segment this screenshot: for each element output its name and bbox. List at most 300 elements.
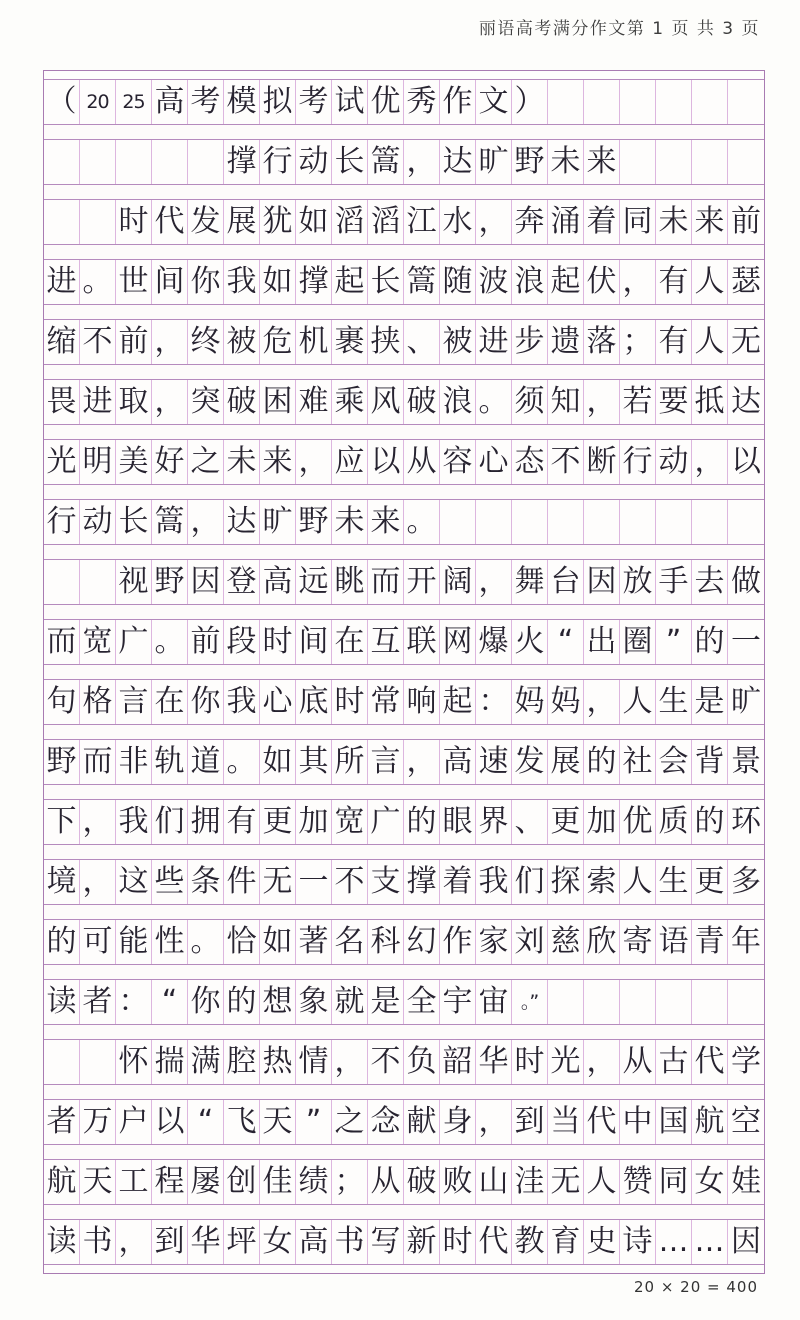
grid-cell: 想	[260, 980, 296, 1024]
grid-cell: “	[548, 620, 584, 664]
grid-cell: 考	[296, 80, 332, 124]
grid-cell: 到	[512, 1100, 548, 1144]
grid-cell: 出	[584, 620, 620, 664]
grid-row	[44, 1040, 764, 1085]
grid-cell: 突	[188, 380, 224, 424]
grid-cell: 我	[224, 680, 260, 724]
row-gap	[44, 845, 764, 860]
grid-row	[44, 1100, 764, 1145]
grid-cell: 人	[692, 260, 728, 304]
grid-cell: 未	[656, 200, 692, 244]
grid-cell	[116, 140, 152, 184]
grid-cell: 佳	[260, 1160, 296, 1204]
grid-row	[44, 680, 764, 725]
grid-cell: 浪	[512, 260, 548, 304]
grid-cell: 不	[548, 440, 584, 484]
grid-cell: 来	[260, 440, 296, 484]
grid-cell: 我	[116, 800, 152, 844]
grid-cell: ，	[404, 140, 440, 184]
grid-cell: 登	[224, 560, 260, 604]
grid-cell: 常	[368, 680, 404, 724]
row-gap	[44, 905, 764, 920]
grid-cell: 无	[548, 1160, 584, 1204]
composition-grid	[44, 80, 764, 1265]
grid-cell: 无	[260, 860, 296, 904]
grid-cell: 着	[440, 860, 476, 904]
grid-cell: 时	[512, 1040, 548, 1084]
row-gap	[44, 305, 764, 320]
grid-cell: 有	[224, 800, 260, 844]
grid-cell	[80, 1040, 116, 1084]
grid-cell: 野	[152, 560, 188, 604]
grid-cell	[188, 140, 224, 184]
grid-cell: 因	[584, 560, 620, 604]
grid-cell: 时	[116, 200, 152, 244]
grid-cell: 史	[584, 1220, 620, 1264]
grid-cell	[692, 980, 728, 1024]
grid-cell: 旷	[260, 500, 296, 544]
grid-cell: 加	[584, 800, 620, 844]
grid-cell: 放	[620, 560, 656, 604]
grid-cell: 涌	[548, 200, 584, 244]
grid-cell	[620, 140, 656, 184]
grid-cell: 开	[404, 560, 440, 604]
grid-cell: 绩	[296, 1160, 332, 1204]
grid-cell: 山	[476, 1160, 512, 1204]
grid-cell: 去	[692, 560, 728, 604]
grid-cell: 无	[731, 324, 761, 359]
grid-cell: 行	[260, 140, 296, 184]
grid-cell: 机	[296, 320, 332, 364]
grid-cell: 的	[404, 800, 440, 844]
grid-cell: 。	[404, 500, 440, 544]
grid-cell: 质	[656, 800, 692, 844]
grid-cell: 断	[584, 440, 620, 484]
grid-cell: 环	[731, 804, 761, 839]
grid-cell: 有	[656, 320, 692, 364]
grid-cell: 行	[44, 500, 80, 544]
grid-cell: 女	[260, 1220, 296, 1264]
grid-cell: 野	[44, 740, 80, 784]
grid-cell: 底	[296, 680, 332, 724]
grid-cell: 宙	[476, 980, 512, 1024]
grid-cell: 古	[656, 1040, 692, 1084]
row-gap	[44, 725, 764, 740]
grid-cell: 舞	[512, 560, 548, 604]
grid-cell: 光	[44, 440, 80, 484]
grid-cell: ，	[584, 1040, 620, 1084]
grid-cell: 模	[224, 80, 260, 124]
grid-cell: 一	[296, 860, 332, 904]
grid-cell: 你	[188, 260, 224, 304]
grid-cell: 着	[584, 200, 620, 244]
grid-cell: 境	[44, 860, 80, 904]
row-gap	[44, 425, 764, 440]
grid-cell: 爆	[476, 620, 512, 664]
grid-cell: 时	[260, 620, 296, 664]
grid-cell: 妈	[548, 680, 584, 724]
grid-cell: 好	[152, 440, 188, 484]
row-gap	[44, 965, 764, 980]
grid-cell: 篙	[404, 260, 440, 304]
row-gap	[44, 1205, 764, 1220]
grid-cell: 波	[476, 260, 512, 304]
grid-row	[44, 800, 764, 845]
grid-cell: ，	[620, 260, 656, 304]
grid-cell: 身	[440, 1100, 476, 1144]
grid-cell: 人	[584, 1160, 620, 1204]
grid-cell	[512, 500, 548, 544]
grid-cell: 的	[44, 920, 80, 964]
grid-cell: 情	[296, 1040, 332, 1084]
grid-cell	[80, 200, 116, 244]
grid-cell: ，	[296, 440, 332, 484]
grid-cell: 、	[512, 800, 548, 844]
grid-cell: 。	[80, 260, 116, 304]
grid-cell: 轨	[152, 740, 188, 784]
grid-cell: 要	[656, 380, 692, 424]
grid-cell: 是	[692, 680, 728, 724]
grid-cell: 件	[224, 860, 260, 904]
grid-cell: 未	[548, 140, 584, 184]
grid-cell: 以	[152, 1100, 188, 1144]
grid-cell: 代	[476, 1220, 512, 1264]
grid-cell: 更	[692, 860, 728, 904]
grid-row	[44, 740, 764, 785]
grid-cell: 旷	[476, 140, 512, 184]
grid-cell: ，	[188, 500, 224, 544]
grid-cell: 代	[584, 1100, 620, 1144]
grid-cell: 当	[548, 1100, 584, 1144]
grid-row	[44, 980, 764, 1025]
grid-cell	[620, 500, 656, 544]
grid-cell: 困	[260, 380, 296, 424]
grid-cell: 速	[476, 740, 512, 784]
grid-cell: ，	[332, 1040, 368, 1084]
grid-cell: 发	[512, 740, 548, 784]
grid-cell: 我	[476, 860, 512, 904]
grid-cell: 考	[188, 80, 224, 124]
grid-cell: 心	[260, 680, 296, 724]
row-gap	[44, 545, 764, 560]
grid-cell: 作	[440, 920, 476, 964]
grid-cell: 犹	[260, 200, 296, 244]
grid-cell: 动	[80, 500, 116, 544]
grid-cell: 人	[620, 860, 656, 904]
grid-cell: ，	[80, 860, 116, 904]
grid-cell: 须	[512, 380, 548, 424]
grid-cell: 景	[731, 744, 761, 779]
grid-cell: ，	[476, 200, 512, 244]
grid-cell: 达	[224, 500, 260, 544]
grid-cell: ，	[80, 800, 116, 844]
row-gap	[44, 185, 764, 200]
grid-cell: 前	[731, 204, 761, 239]
grid-cell: 危	[260, 320, 296, 364]
grid-cell: 难	[296, 380, 332, 424]
grid-cell: ：	[476, 680, 512, 724]
grid-cell: 眺	[332, 560, 368, 604]
row-gap	[44, 485, 764, 500]
grid-cell: 被	[440, 320, 476, 364]
grid-cell: 野	[296, 500, 332, 544]
grid-cell: 其	[296, 740, 332, 784]
sheet-top-strip	[44, 71, 764, 80]
grid-cell: 态	[512, 440, 548, 484]
grid-cell: 妈	[512, 680, 548, 724]
grid-cell: 万	[80, 1100, 116, 1144]
grid-cell: 人	[620, 680, 656, 724]
grid-cell: 非	[116, 740, 152, 784]
grid-cell: 进	[44, 260, 80, 304]
grid-capacity-note: 20 × 20 = 400	[633, 1278, 758, 1296]
grid-cell: 如	[296, 200, 332, 244]
grid-cell: “	[188, 1100, 224, 1144]
grid-cell: 25	[116, 80, 152, 124]
grid-row	[44, 320, 764, 365]
grid-cell: 更	[260, 800, 296, 844]
grid-cell: 宇	[440, 980, 476, 1024]
grid-cell: 的	[224, 980, 260, 1024]
grid-cell: 女	[692, 1160, 728, 1204]
grid-cell: 空	[731, 1104, 761, 1139]
grid-cell: 洼	[512, 1160, 548, 1204]
grid-cell: 网	[440, 620, 476, 664]
grid-cell: 广	[368, 800, 404, 844]
grid-cell: 因	[188, 560, 224, 604]
grid-cell: 刘	[512, 920, 548, 964]
grid-row	[44, 500, 764, 545]
grid-cell: 科	[368, 920, 404, 964]
grid-cell: ，	[476, 560, 512, 604]
row-gap	[44, 1025, 764, 1040]
grid-cell: 坪	[224, 1220, 260, 1264]
grid-cell: 幻	[404, 920, 440, 964]
grid-cell: 念	[368, 1100, 404, 1144]
grid-cell: 撑	[404, 860, 440, 904]
grid-cell	[44, 560, 80, 604]
grid-cell: 畏	[44, 380, 80, 424]
grid-cell: 年	[731, 924, 761, 959]
grid-cell: 长	[116, 500, 152, 544]
grid-cell: 全	[404, 980, 440, 1024]
grid-cell: 长	[368, 260, 404, 304]
grid-cell: ，	[116, 1220, 152, 1264]
grid-cell: 华	[476, 1040, 512, 1084]
grid-cell: 来	[692, 200, 728, 244]
grid-cell: 的	[692, 620, 728, 664]
row-gap	[44, 665, 764, 680]
grid-row	[44, 140, 764, 185]
grid-cell: 以	[731, 444, 761, 479]
grid-cell: ：	[116, 980, 152, 1024]
grid-row	[44, 920, 764, 965]
grid-cell	[656, 80, 692, 124]
grid-cell: 做	[731, 564, 761, 599]
grid-cell: 读	[44, 1220, 80, 1264]
grid-cell: 象	[296, 980, 332, 1024]
grid-cell	[692, 80, 728, 124]
row-gap	[44, 605, 764, 620]
grid-cell: 中	[620, 1100, 656, 1144]
grid-cell: 而	[368, 560, 404, 604]
grid-row	[44, 1220, 764, 1265]
grid-cell: 们	[512, 860, 548, 904]
grid-cell: 拥	[188, 800, 224, 844]
grid-cell: 终	[188, 320, 224, 364]
grid-cell: 行	[620, 440, 656, 484]
grid-cell: 社	[620, 740, 656, 784]
grid-cell: 同	[656, 1160, 692, 1204]
grid-cell	[548, 500, 584, 544]
grid-cell: 优	[368, 80, 404, 124]
grid-cell: 界	[476, 800, 512, 844]
grid-cell: ，	[692, 440, 728, 484]
grid-cell: 加	[296, 800, 332, 844]
grid-cell: 手	[656, 560, 692, 604]
grid-cell: 随	[440, 260, 476, 304]
grid-cell: 书	[80, 1220, 116, 1264]
grid-cell: 江	[404, 200, 440, 244]
grid-cell: ，	[152, 320, 188, 364]
grid-cell: 就	[332, 980, 368, 1024]
grid-cell: 破	[404, 1160, 440, 1204]
grid-cell: 赞	[620, 1160, 656, 1204]
grid-row	[44, 1160, 764, 1205]
composition-sheet	[43, 70, 765, 1274]
grid-cell: 、	[404, 320, 440, 364]
grid-cell	[656, 980, 692, 1024]
grid-cell	[728, 140, 764, 184]
grid-cell: 者	[80, 980, 116, 1024]
grid-cell: 有	[656, 260, 692, 304]
grid-cell: 不	[80, 320, 116, 364]
grid-cell	[476, 500, 512, 544]
grid-cell: （	[44, 80, 80, 124]
grid-cell: 动	[656, 440, 692, 484]
grid-cell: 育	[548, 1220, 584, 1264]
grid-cell	[80, 560, 116, 604]
grid-cell: 破	[404, 380, 440, 424]
grid-cell: 是	[368, 980, 404, 1024]
grid-cell: 从	[404, 440, 440, 484]
grid-cell: 伏	[584, 260, 620, 304]
grid-cell: 些	[152, 860, 188, 904]
grid-row	[44, 380, 764, 425]
grid-cell: 撑	[296, 260, 332, 304]
grid-cell: 未	[224, 440, 260, 484]
grid-cell	[44, 1040, 80, 1084]
grid-cell: 缩	[44, 320, 80, 364]
grid-cell: 你	[188, 680, 224, 724]
grid-cell: 起	[440, 680, 476, 724]
grid-cell: 而	[80, 740, 116, 784]
grid-cell: 瑟	[731, 264, 761, 299]
grid-cell: 达	[440, 140, 476, 184]
grid-cell: 下	[44, 800, 80, 844]
grid-cell: 国	[656, 1100, 692, 1144]
grid-cell: …	[656, 1220, 692, 1264]
grid-cell: 秀	[404, 80, 440, 124]
grid-row	[44, 620, 764, 665]
grid-cell	[80, 140, 116, 184]
grid-cell	[620, 980, 656, 1024]
grid-cell: 知	[548, 380, 584, 424]
grid-cell: 格	[80, 680, 116, 724]
grid-cell: ；	[332, 1160, 368, 1204]
grid-cell: 在	[152, 680, 188, 724]
grid-cell: ”	[296, 1100, 332, 1144]
grid-cell: 明	[80, 440, 116, 484]
grid-cell: 联	[404, 620, 440, 664]
grid-row	[44, 860, 764, 905]
grid-cell: 道	[188, 740, 224, 784]
grid-cell: 广	[116, 620, 152, 664]
grid-cell: 宽	[80, 620, 116, 664]
grid-cell: 的	[692, 800, 728, 844]
grid-cell: 满	[188, 1040, 224, 1084]
grid-cell: 水	[440, 200, 476, 244]
grid-cell: 试	[332, 80, 368, 124]
grid-cell: 工	[116, 1160, 152, 1204]
grid-cell: 多	[731, 864, 761, 899]
grid-cell: 时	[332, 680, 368, 724]
grid-cell: 篙	[152, 500, 188, 544]
grid-cell: 家	[476, 920, 512, 964]
grid-cell: 高	[260, 560, 296, 604]
grid-cell: 时	[440, 1220, 476, 1264]
grid-cell: ，	[476, 1100, 512, 1144]
grid-cell: 撑	[224, 140, 260, 184]
grid-cell: 之	[188, 440, 224, 484]
grid-cell: 野	[512, 140, 548, 184]
grid-cell: 遗	[548, 320, 584, 364]
grid-cell: 娃	[731, 1164, 761, 1199]
grid-cell: 言	[368, 740, 404, 784]
grid-cell: 20	[80, 80, 116, 124]
row-gap	[44, 785, 764, 800]
grid-cell: 阔	[440, 560, 476, 604]
grid-cell: 动	[296, 140, 332, 184]
grid-cell: 创	[224, 1160, 260, 1204]
grid-cell: 不	[368, 1040, 404, 1084]
grid-cell: 生	[656, 860, 692, 904]
grid-cell: 语	[656, 920, 692, 964]
grid-cell: ，	[584, 680, 620, 724]
grid-cell: 而	[44, 620, 80, 664]
grid-row	[44, 80, 764, 125]
grid-cell	[548, 80, 584, 124]
grid-cell: 远	[296, 560, 332, 604]
grid-cell: 视	[116, 560, 152, 604]
grid-cell: 寄	[620, 920, 656, 964]
grid-cell	[440, 500, 476, 544]
grid-cell: 教	[512, 1220, 548, 1264]
grid-row	[44, 260, 764, 305]
grid-cell: 发	[188, 200, 224, 244]
grid-cell: 滔	[368, 200, 404, 244]
grid-cell: 在	[332, 620, 368, 664]
grid-cell: 者	[44, 1100, 80, 1144]
grid-cell: 之	[332, 1100, 368, 1144]
row-gap	[44, 365, 764, 380]
grid-cell: 展	[224, 200, 260, 244]
grid-cell: 美	[116, 440, 152, 484]
grid-cell: 代	[152, 200, 188, 244]
grid-cell: 高	[440, 740, 476, 784]
grid-cell: 揣	[152, 1040, 188, 1084]
grid-cell: 高	[152, 80, 188, 124]
